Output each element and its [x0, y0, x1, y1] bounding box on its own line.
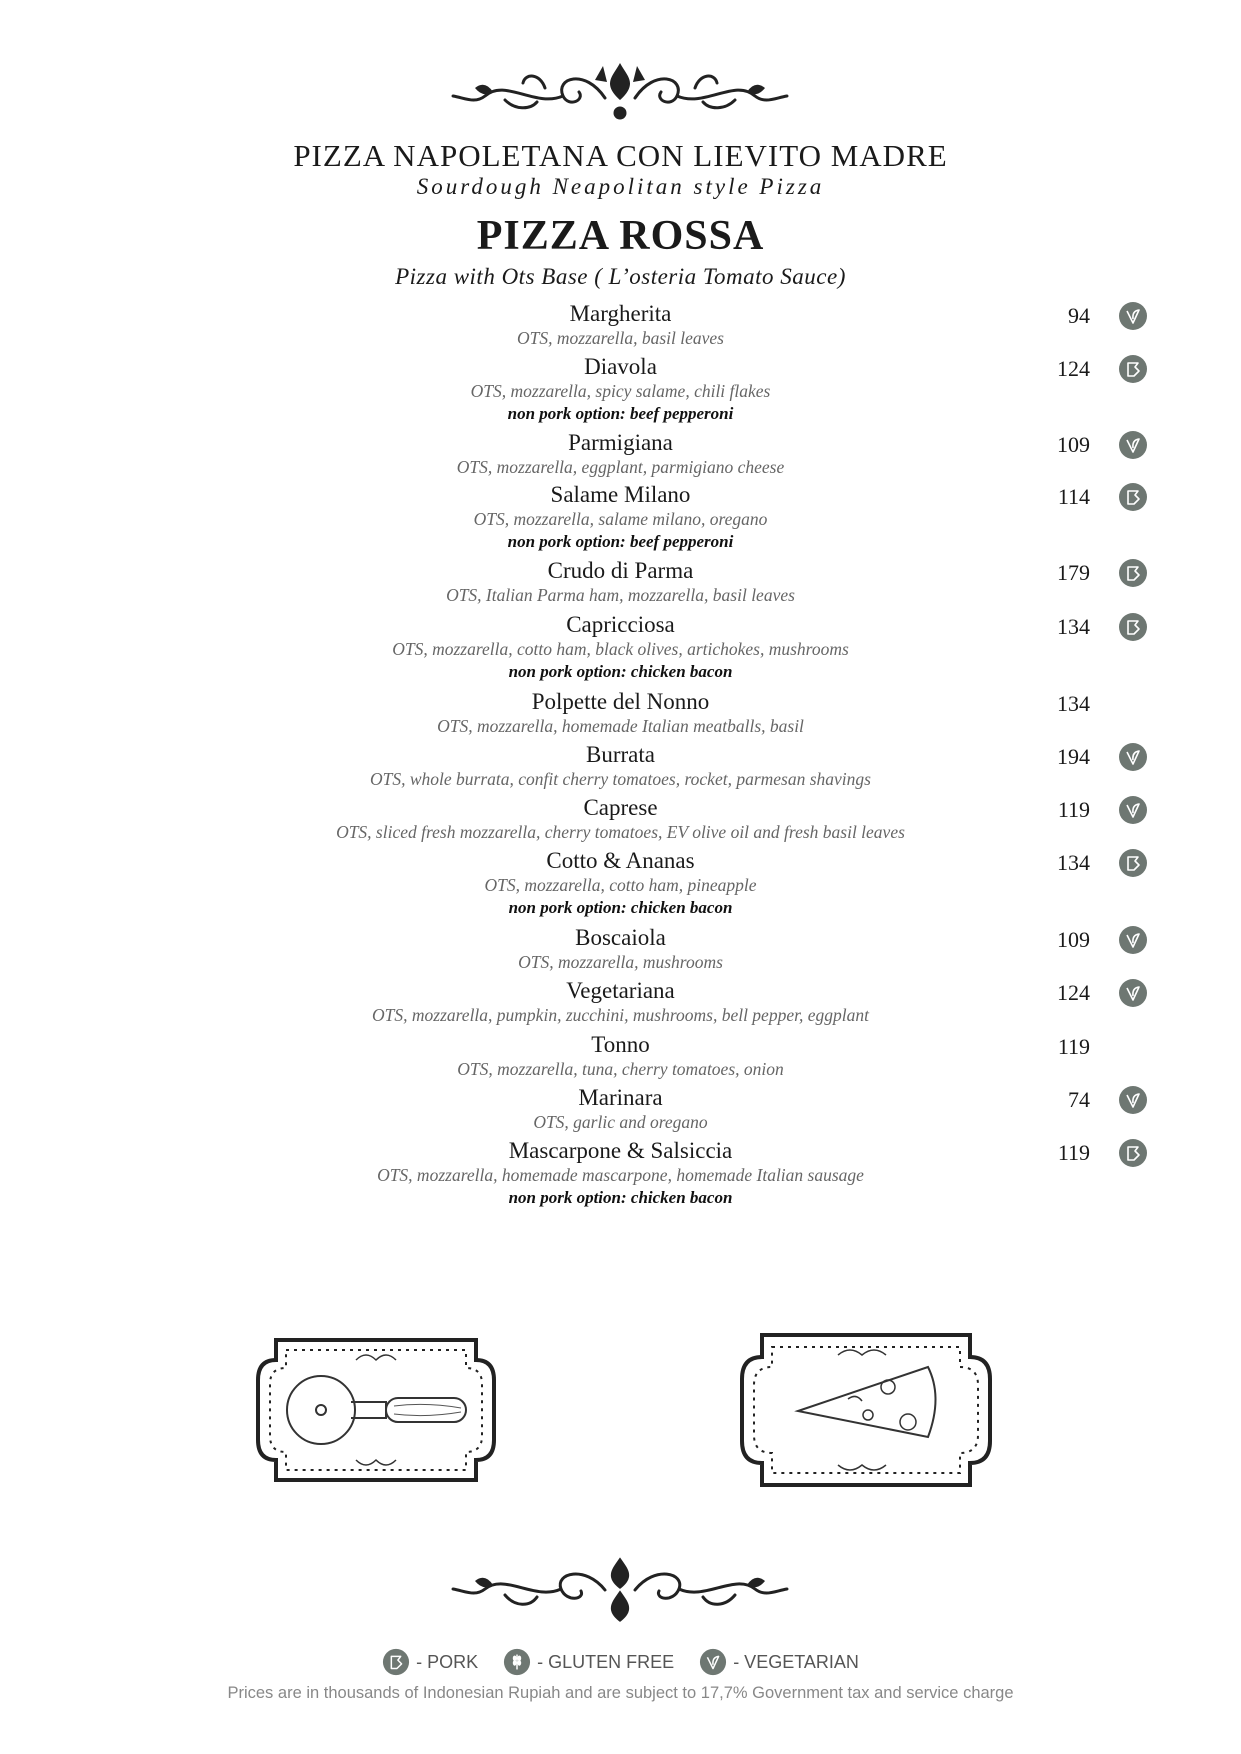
vegetarian-icon — [1118, 430, 1148, 460]
menu-item-name: Salame Milano — [550, 482, 691, 507]
menu-item-description: OTS, mozzarella, cotto ham, pineapple — [484, 875, 757, 895]
menu-item-name: Diavola — [584, 354, 657, 379]
menu-item-name: Parmigiana — [568, 430, 673, 455]
ornament-bottom-flourish — [445, 1555, 795, 1625]
menu-item-name: Vegetariana — [566, 978, 675, 1003]
footer-note: Prices are in thousands of Indonesian Rupiah and are subject to 17,7% Government tax and service charge — [227, 1684, 1014, 1702]
vegetarian-icon — [1118, 1085, 1148, 1115]
gluten-free-icon — [503, 1648, 531, 1676]
vegetarian-icon — [1118, 301, 1148, 331]
vegetarian-icon — [699, 1648, 727, 1676]
menu-item-name: Margherita — [569, 301, 672, 326]
menu-item-price: 194 — [1057, 744, 1090, 769]
header-title: PIZZA NAPOLETANA CON LIEVITO MADRE — [293, 138, 948, 173]
menu-item-name: Marinara — [578, 1085, 663, 1110]
menu-item-price: 124 — [1057, 356, 1090, 381]
menu-item-option: non pork option: beef pepperoni — [507, 532, 734, 551]
menu-item-price: 74 — [1068, 1087, 1090, 1112]
menu-item-name: Crudo di Parma — [547, 558, 694, 583]
menu-item-price: 119 — [1057, 1034, 1090, 1059]
legend-vegetarian — [699, 1648, 859, 1676]
menu-item-price: 119 — [1057, 1140, 1090, 1165]
section-title: PIZZA ROSSA — [476, 213, 765, 259]
menu-item-name: Tonno — [591, 1032, 650, 1057]
pork-icon — [382, 1648, 410, 1676]
menu-item-option: non pork option: chicken bacon — [508, 898, 733, 917]
menu-item-description: OTS, mozzarella, homemade Italian meatballs, basil — [437, 716, 804, 736]
pizza-slice-illustration — [738, 1327, 994, 1493]
menu-item-price: 109 — [1057, 432, 1090, 457]
pork-icon — [1118, 354, 1148, 384]
legend-gluten-free — [503, 1648, 674, 1676]
menu-item-price: 94 — [1068, 303, 1090, 328]
menu-item-price: 134 — [1057, 614, 1090, 639]
menu-item-name: Polpette del Nonno — [531, 689, 710, 714]
legend-pork-label: - PORK — [416, 1651, 479, 1672]
menu-item-price: 124 — [1057, 980, 1090, 1005]
legend-gluten-free-label: - GLUTEN FREE — [537, 1651, 675, 1672]
pizza-cutter-illustration — [256, 1330, 496, 1490]
menu-item-description: OTS, whole burrata, confit cherry tomatoes, rocket, parmesan shavings — [370, 769, 871, 789]
menu-item-description: OTS, sliced fresh mozzarella, cherry tomatoes, EV olive oil and fresh basil leaves — [336, 822, 905, 842]
vegetarian-icon — [1118, 925, 1148, 955]
vegetarian-icon — [1118, 978, 1148, 1008]
pork-icon — [1118, 848, 1148, 878]
legend-vegetarian-label: - VEGETARIAN — [733, 1651, 859, 1672]
section-note: Pizza with Ots Base ( L’osteria Tomato Sauce) — [395, 264, 846, 289]
menu-item-price: 119 — [1057, 797, 1090, 822]
menu-item-description: OTS, mozzarella, tuna, cherry tomatoes, onion — [457, 1059, 784, 1079]
menu-item-description: OTS, mozzarella, basil leaves — [517, 328, 724, 348]
vegetarian-icon — [1118, 742, 1148, 772]
menu-item-option: non pork option: beef pepperoni — [507, 404, 734, 423]
menu-item-option: non pork option: chicken bacon — [508, 662, 733, 681]
menu-item-description: OTS, garlic and oregano — [533, 1112, 708, 1132]
menu-item-name: Boscaiola — [575, 925, 666, 950]
pork-icon — [1118, 482, 1148, 512]
legend-pork — [382, 1648, 478, 1676]
menu-item-description: OTS, mozzarella, spicy salame, chili flakes — [470, 381, 771, 401]
menu-item-option: non pork option: chicken bacon — [508, 1188, 733, 1207]
menu-item-name: Burrata — [586, 742, 655, 767]
menu-item-description: OTS, mozzarella, eggplant, parmigiano cheese — [456, 457, 785, 477]
vegetarian-icon — [1118, 795, 1148, 825]
menu-item-price: 109 — [1057, 927, 1090, 952]
menu-item-price: 134 — [1057, 850, 1090, 875]
pork-icon — [1118, 612, 1148, 642]
dietary-legend — [0, 1648, 1241, 1681]
ornament-top-flourish — [445, 58, 795, 128]
header-subtitle: Sourdough Neapolitan style Pizza — [416, 174, 825, 199]
menu-item-name: Cotto & Ananas — [546, 848, 695, 873]
menu-item-description: OTS, Italian Parma ham, mozzarella, basil leaves — [446, 585, 795, 605]
pork-icon — [1118, 1138, 1148, 1168]
pork-icon — [1118, 558, 1148, 588]
menu-item-description: OTS, mozzarella, homemade mascarpone, homemade Italian sausage — [377, 1165, 864, 1185]
menu-item-name: Mascarpone & Salsiccia — [508, 1138, 733, 1163]
menu-item-price: 179 — [1057, 560, 1090, 585]
menu-item-description: OTS, mozzarella, salame milano, oregano — [473, 509, 768, 529]
menu-item-name: Capricciosa — [566, 612, 675, 637]
menu-item-description: OTS, mozzarella, pumpkin, zucchini, mushrooms, bell pepper, eggplant — [372, 1005, 869, 1025]
menu-item-price: 134 — [1057, 691, 1090, 716]
menu-item-name: Caprese — [583, 795, 658, 820]
menu-item-price: 114 — [1057, 484, 1090, 509]
menu-item-description: OTS, mozzarella, cotto ham, black olives, artichokes, mushrooms — [392, 639, 849, 659]
menu-item-description: OTS, mozzarella, mushrooms — [518, 952, 723, 972]
